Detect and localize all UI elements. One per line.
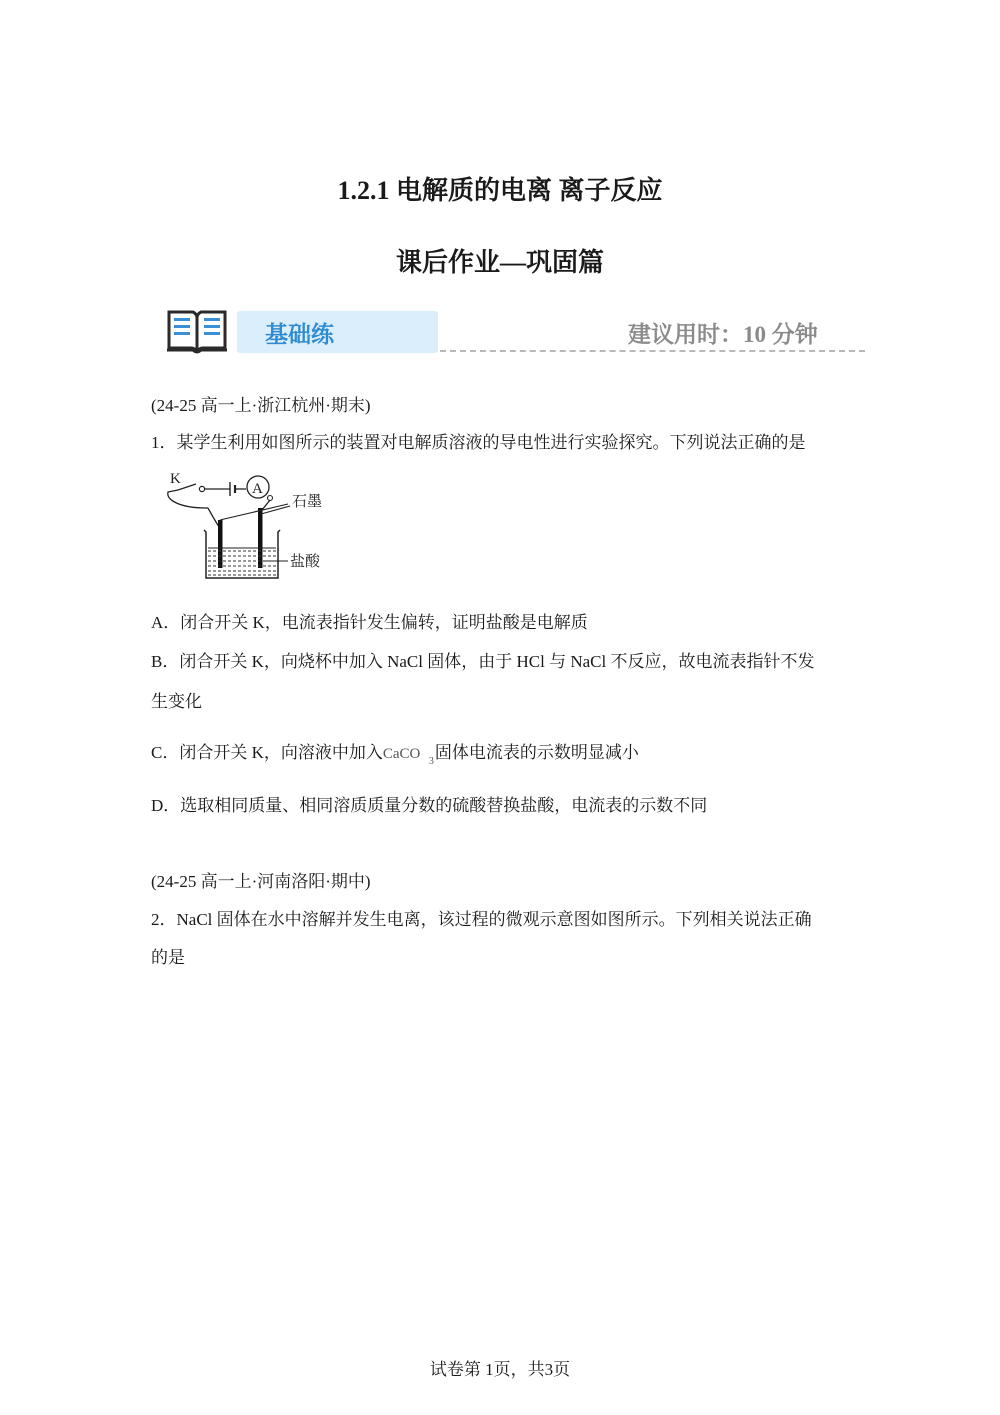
banner-label: 基础练 — [265, 322, 334, 347]
banner-divider — [440, 350, 865, 352]
solution-label: 盐酸 — [290, 554, 321, 570]
option-c — [151, 741, 639, 765]
switch-label: K — [170, 471, 181, 487]
question-2-stem-line-1: 2．NaCl 固体在水中溶解并发生电离，该过程的微观示意图如图所示。下列相关说法正确 — [151, 910, 812, 929]
question-2-stem-line-2: 的是 — [151, 948, 185, 967]
caco3-subscript: 3 — [428, 756, 434, 767]
option-d: D．选取相同质量、相同溶质质量分数的硫酸替换盐酸，电流表的示数不同 — [151, 796, 708, 815]
question-1-source: (24-25 高一上·浙江杭州·期末) — [151, 396, 371, 415]
open-book-icon — [165, 306, 229, 356]
option-c-suffix: 固体电流表的示数明显减小 — [434, 743, 639, 762]
page-footer: 试卷第 1页，共3页 — [429, 1360, 571, 1379]
option-c-prefix: C．闭合开关 K，向溶液中加入 — [151, 743, 383, 762]
electrode-label: 石墨 — [292, 494, 323, 510]
question-2-source: (24-25 高一上·河南洛阳·期中) — [151, 872, 371, 891]
page-title: 1.2.1 电解质的电离 离子反应 — [337, 176, 663, 205]
banner-time: 建议用时：10 分钟 — [628, 322, 818, 347]
caco3-text: CaCO — [382, 746, 421, 762]
ammeter-label: A — [252, 481, 263, 497]
option-b-line-2: 生变化 — [151, 692, 202, 711]
circuit-figure — [160, 468, 350, 586]
question-1-stem: 1．某学生利用如图所示的装置对电解质溶液的导电性进行实验探究。下列说法正确的是 — [151, 433, 806, 452]
option-a: A．闭合开关 K，电流表指针发生偏转，证明盐酸是电解质 — [151, 613, 588, 632]
option-b-line-1: B．闭合开关 K，向烧杯中加入 NaCl 固体，由于 HCl 与 NaCl 不反应，故电流表指针不发 — [151, 652, 815, 671]
page-subtitle: 课后作业—巩固篇 — [395, 248, 604, 277]
